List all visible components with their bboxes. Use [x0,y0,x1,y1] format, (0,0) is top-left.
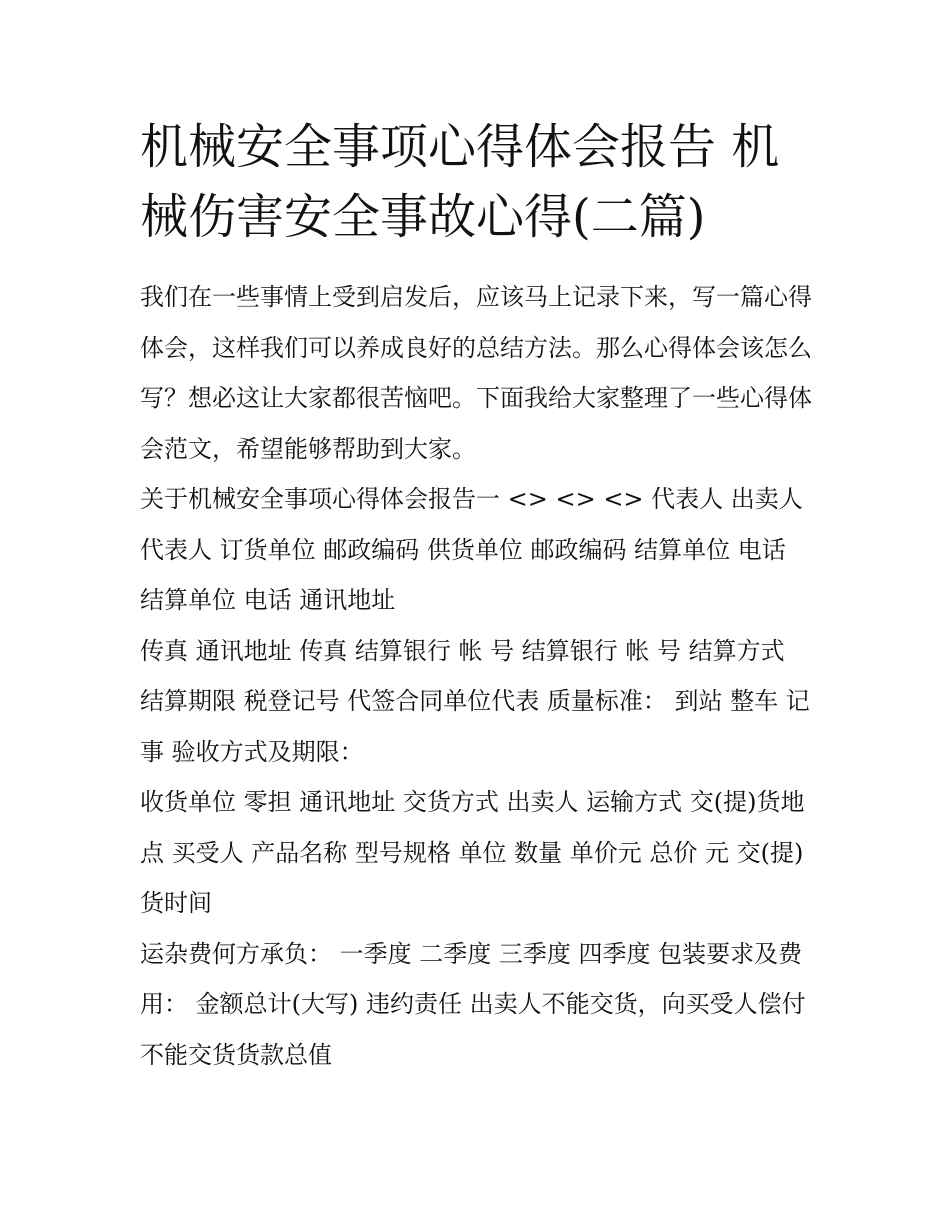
document-page [140,112,812,1080]
report-paragraph-4: 运杂费何方承负： 一季度 二季度 三季度 四季度 包装要求及费用： 金额总计(大写) 违约责任 出卖人不能交货，向买受人偿付不能交货货款总值 [140,939,806,1069]
report-paragraph-2: 传真 通讯地址 传真 结算银行 帐 号 结算银行 帐 号 结算方式 结算期限 税登记号 代签合同单位代表 质量标准： 到站 整车 记事 验收方式及期限： [140,636,810,766]
report-paragraph-3: 收货单位 零担 通讯地址 交货方式 出卖人 运输方式 交(提)货地点 买受人 产品名称 型号规格 单位 数量 单价元 总价 元 交(提)货时间 [140,788,805,917]
report-paragraph-1: 关于机械安全事项心得体会报告一 <> <> <> 代表人 出卖人 代表人 订货单位 邮政编码 供货单位 邮政编码 结算单位 电话 结算单位 电话 通讯地址 [140,485,803,614]
intro-paragraph: 我们在一些事情上受到启发后，应该马上记录下来，写一篇心得体会，这样我们可以养成良好的总结方法。那么心得体会该怎么写？想必这让大家都很苦恼吧。下面我给大家整理了一些心得体会范文，希望能够帮助到大家。 [140,283,812,463]
document-title: 机械安全事项心得体会报告 机械伤害安全事故心得(二篇) [140,119,780,245]
